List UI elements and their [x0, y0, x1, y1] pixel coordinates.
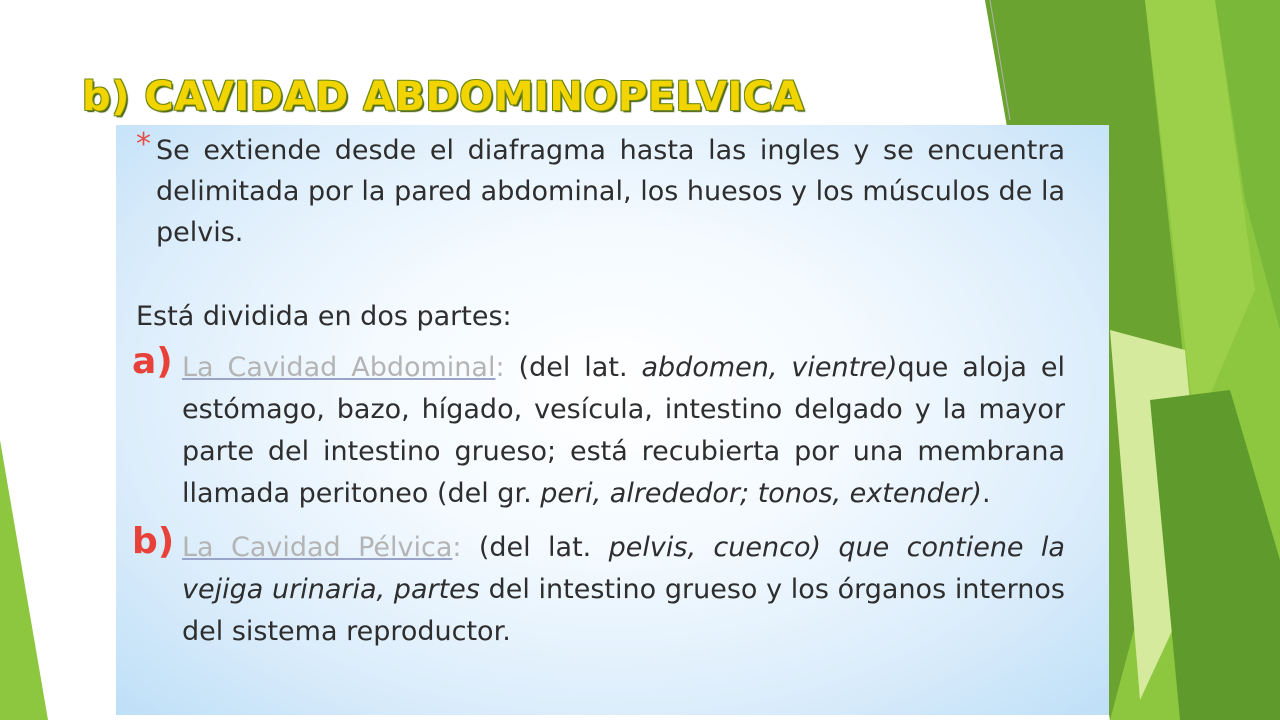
- item-marker: a): [132, 341, 173, 382]
- item-text: .: [981, 478, 991, 509]
- item-a: [132, 341, 1065, 515]
- abdominal-cavity-link[interactable]: La Cavidad Abdominal: [182, 352, 496, 383]
- item-text: (del lat.: [504, 352, 642, 383]
- item-italic-text: peri, alrededor; tonos, extender): [540, 478, 982, 509]
- division-heading: Está dividida en dos partes:: [136, 301, 512, 332]
- item-colon: :: [495, 352, 505, 383]
- item-italic-text: abdomen, vientre): [641, 352, 898, 383]
- item-text: (del lat.: [461, 532, 609, 563]
- item-colon: :: [452, 532, 462, 563]
- item-text: del intestino grueso y los órganos internos del sistema reproductor.: [182, 574, 1065, 647]
- item-b: [132, 521, 1065, 653]
- asterisk-bullet: *: [136, 127, 151, 162]
- slide-title: b) CAVIDAD ABDOMINOPELVICA: [82, 74, 805, 120]
- item-italic-text: pelvis, cuenco) que contiene la vejiga urinaria, partes: [182, 532, 1065, 605]
- item-marker: b): [132, 521, 175, 562]
- item-text: que aloja el estómago, bazo, hígado, vesícula, intestino delgado y la mayor parte del intestino grueso; está recubierta por una membrana llamada peritoneo (del gr.: [182, 352, 1065, 509]
- green-shape-left: [0, 440, 48, 720]
- content-image: [116, 125, 1109, 715]
- pelvic-cavity-link[interactable]: La Cavidad Pélvica: [182, 532, 453, 563]
- intro-paragraph: [136, 127, 1065, 253]
- intro-text: Se extiende desde el diafragma hasta las ingles y se encuentra delimitada por la pared abdominal, los huesos y los músculos de la pelvis.: [156, 135, 1065, 248]
